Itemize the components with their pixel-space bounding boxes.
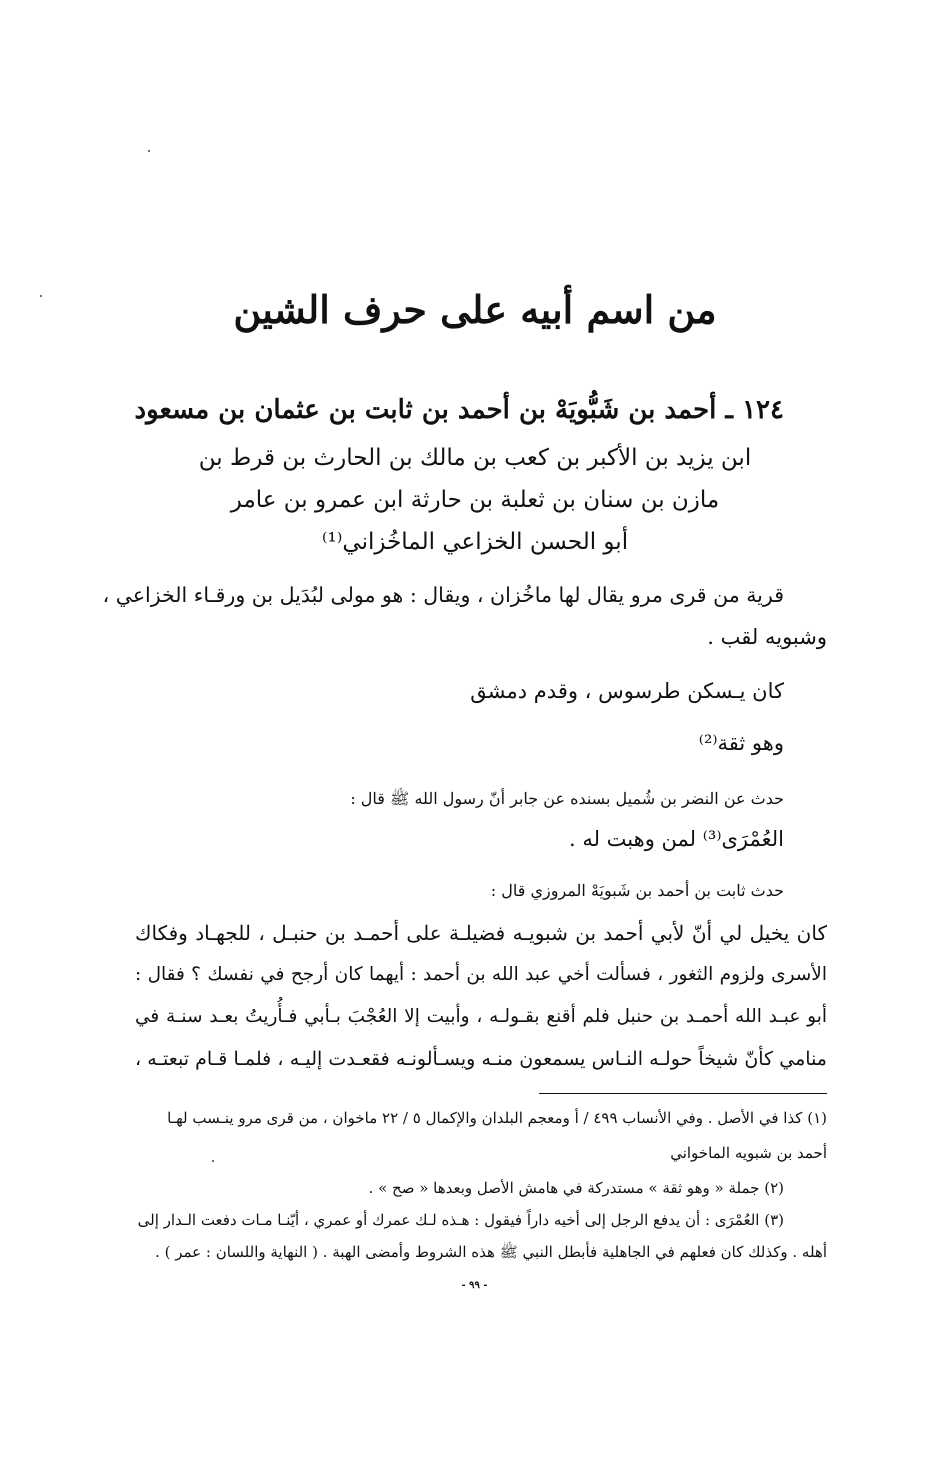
lineage-line: ابن يزيد بن الأكبر بن كعب بن مالك بن الحارث بن قرط بن xyxy=(198,445,752,471)
narration-text: العُمْرَى⁽³⁾ لمن وهبت له . xyxy=(569,827,784,851)
footnote-line: (٢) جملة « وهو ثقة » مستدركة في هامش الأصل وبعدها « صح » . xyxy=(368,1179,784,1197)
intro-line: قرية من قرى مرو يقال لها ماخُزان ، ويقال : هو مولى لبُدَيل بن ورقـاء الخزاعي ، xyxy=(102,583,784,607)
footnote-line: (٣) العُمْرَى : أن يدفع الرجل إلى أخيه داراً فيقول : هـذه لـك عمرك أو عمري ، أيّنـا مـات دفعت الـدار إلى xyxy=(137,1211,784,1229)
footnote-line: أحمد بن شبويه الماخواني xyxy=(670,1144,827,1162)
intro-line: وشبويه لقب . xyxy=(707,625,827,649)
footnote-line: (١) كذا في الأصل . وفي الأنساب ٤٩٩ / أ ومعجم البلدان والإكمال ٥ / ٢٢ ماخوان ، من قرى مرو ينـسب لهـا xyxy=(167,1109,827,1127)
trust-line: وهو ثقة⁽²⁾ xyxy=(698,731,784,755)
lineage-line: مازن بن سنان بن ثعلبة بن حارثة ابن عمرو بن عامر xyxy=(230,487,720,513)
lineage-line: أبو الحسن الخزاعي الماخُزاني⁽¹⁾ xyxy=(321,529,629,555)
narration-chain: حدث عن النضر بن شُميل بسنده عن جابر أنّ رسول الله ﷺ قال : xyxy=(350,789,784,808)
chapter-title: من اسم أبيه على حرف الشين xyxy=(233,287,717,332)
narration-body-line: منامي كأنّ شيخاً حولـه النـاس يسمعون منـه ويسـألونـه فقعـدت إليـه ، فلمـا قـام تبعتـه ، xyxy=(135,1048,827,1070)
scan-speck xyxy=(212,1160,214,1162)
page-number: - ٩٩ - xyxy=(461,1280,488,1291)
residence-line: كان يـسكن طرسوس ، وقدم دمشق xyxy=(470,679,784,703)
footnote-line: أهله . وكذلك كان فعلهم في الجاهلية فأبطل النبي ﷺ هذه الشروط وأمضى الهبة . ( النهاية واللسان : عمر ) . xyxy=(155,1243,827,1261)
narration-chain: حدث ثابت بن أحمد بن شَبويَهْ المروزي قال : xyxy=(490,881,784,900)
scan-speck xyxy=(40,295,42,297)
footnote-divider xyxy=(539,1093,827,1094)
narration-body-line: الأسرى ولزوم الثغور ، فسألت أخي عبد الله بن أحمد : أيهما كان أرجح في نفسك ؟ فقال : xyxy=(135,964,827,985)
narration-body-line: أبو عبـد الله أحمـد بن حنبل فلم أقنع بقـولـه ، وأبيت إلا العُجْبَ بـأبي فـأُريتُ بعـد سنـة في xyxy=(135,1006,827,1027)
narration-body-line: كان يخيل لي أنّ لأبي أحمد بن شبويـه فضيلـة على أحمـد بن حنبـل ، للجهـاد وفكاك xyxy=(135,921,827,945)
entry-heading: ١٢٤ ـ أحمد بن شَبُّويَهْ بن أحمد بن ثابت بن عثمان بن مسعود xyxy=(134,395,784,425)
scan-speck xyxy=(148,150,150,152)
